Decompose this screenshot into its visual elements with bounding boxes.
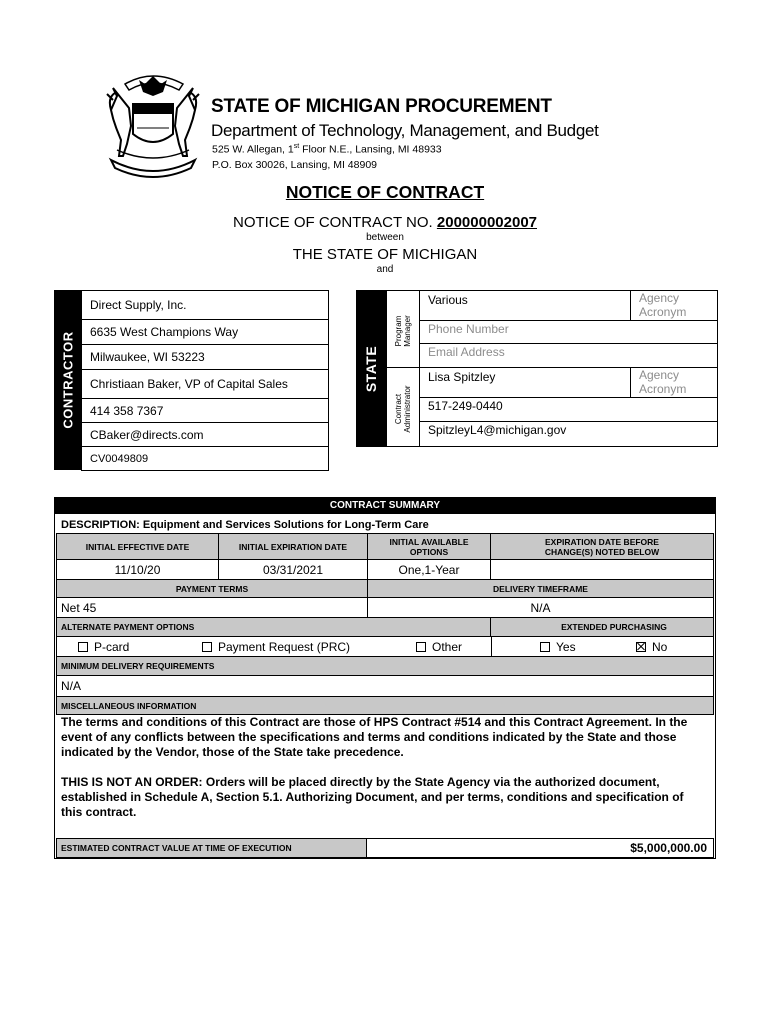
- contractor-name: Direct Supply, Inc.: [81, 290, 329, 320]
- contract-administrator-name: Lisa Spitzley: [419, 367, 631, 398]
- contractor-phone: 414 358 7367: [81, 398, 329, 423]
- contract-administrator-email: SpitzleyL4@michigan.gov: [419, 421, 718, 447]
- contractor-email: CBaker@directs.com: [81, 422, 329, 447]
- col-expiration-before-change: EXPIRATION DATE BEFORE CHANGE(S) NOTED BELOW: [490, 533, 714, 560]
- contract-number-line: NOTICE OF CONTRACT NO. 200000002007: [232, 214, 537, 231]
- delivery-timeframe: N/A: [367, 597, 714, 618]
- payment-options-row: [56, 636, 714, 657]
- col-initial-effective-date: INITIAL EFFECTIVE DATE: [56, 533, 219, 560]
- extended-purchasing-label: EXTENDED PURCHASING: [490, 617, 714, 637]
- misc-info-paragraph-1: The terms and conditions of this Contract are those of HPS Contract #514 and this Contract Agreement. In the event of any conflicts between the specifications and terms and conditions indicated by the State and those indicated by the Vendor, those of the State take precedence.: [61, 715, 688, 759]
- state-label-bar: [356, 290, 386, 447]
- address-line-1: 525 W. Allegan, 1st Floor N.E., Lansing, MI 48933: [212, 143, 442, 156]
- contractor-contact: Christiaan Baker, VP of Capital Sales: [81, 369, 329, 399]
- col-initial-available-options: INITIAL AVAILABLE OPTIONS: [367, 533, 491, 560]
- and-text: and: [376, 264, 394, 275]
- prc-checkbox[interactable]: [202, 642, 212, 652]
- state-role-divider: [386, 367, 420, 368]
- extended-purchasing-yes[interactable]: Yes: [540, 640, 576, 654]
- expiration-before-change: [490, 559, 714, 580]
- program-manager-name: Various: [419, 290, 631, 321]
- program-manager-email: Email Address: [419, 343, 718, 368]
- contractor-label: CONTRACTOR: [60, 331, 76, 429]
- options-divider: [491, 636, 492, 657]
- contract-administrator-phone: 517-249-0440: [419, 397, 718, 422]
- extended-purchasing-no[interactable]: No: [636, 640, 667, 654]
- contractor-street: 6635 West Champions Way: [81, 319, 329, 345]
- contract-administrator-agency: Agency Acronym: [630, 367, 718, 398]
- delivery-timeframe-label: DELIVERY TIMEFRAME: [367, 579, 714, 598]
- yes-checkbox[interactable]: [540, 642, 550, 652]
- state-role-labels: [386, 290, 420, 447]
- col-initial-expiration-date: INITIAL EXPIRATION DATE: [218, 533, 368, 560]
- payment-terms: Net 45: [56, 597, 368, 618]
- notice-heading: NOTICE OF CONTRACT: [285, 182, 485, 202]
- initial-available-options: One,1-Year: [367, 559, 491, 580]
- minimum-delivery: N/A: [56, 675, 714, 697]
- estimated-value-label: ESTIMATED CONTRACT VALUE AT TIME OF EXECUTION: [56, 838, 367, 858]
- misc-info-label: MISCELLANEOUS INFORMATION: [56, 696, 714, 715]
- agency-title: STATE OF MICHIGAN PROCUREMENT: [211, 96, 552, 117]
- contract-administrator-label: Contract Administrator: [394, 385, 412, 433]
- initial-expiration-date: 03/31/2021: [218, 559, 368, 580]
- payment-terms-label: PAYMENT TERMS: [56, 579, 368, 598]
- misc-info-paragraph-2: THIS IS NOT AN ORDER: Orders will be placed directly by the State Agency via the authorized document, established in Schedule A, Section 5.1. Authorizing Document, and per terms, conditions and specification of this contract.: [61, 775, 684, 819]
- contractor-label-bar: [54, 290, 82, 470]
- option-other[interactable]: Other: [416, 640, 462, 654]
- no-checkbox-checked[interactable]: [636, 642, 646, 652]
- pcard-checkbox[interactable]: [78, 642, 88, 652]
- seal-banner-text: TUEBOR: [136, 118, 162, 124]
- initial-effective-date: 11/10/20: [56, 559, 219, 580]
- contract-number: 200000002007: [436, 214, 537, 231]
- contract-summary-title: CONTRACT SUMMARY: [54, 497, 716, 514]
- contractor-vendor-id: CV0049809: [81, 446, 329, 471]
- address-line-2: P.O. Box 30026, Lansing, MI 48909: [212, 159, 378, 171]
- program-manager-label: Program Manager: [394, 315, 412, 347]
- program-manager-agency: Agency Acronym: [630, 290, 718, 321]
- estimated-value: $5,000,000.00: [366, 838, 714, 858]
- between-text: between: [366, 232, 404, 243]
- option-payment-request[interactable]: Payment Request (PRC): [202, 640, 350, 654]
- state-party: THE STATE OF MICHIGAN: [292, 246, 478, 263]
- minimum-delivery-label: MINIMUM DELIVERY REQUIREMENTS: [56, 656, 714, 676]
- program-manager-phone: Phone Number: [419, 320, 718, 344]
- option-pcard[interactable]: P-card: [78, 640, 129, 654]
- department-name: Department of Technology, Management, and Budget: [211, 121, 599, 140]
- alternate-payment-options-label: ALTERNATE PAYMENT OPTIONS: [56, 617, 491, 637]
- contract-description: DESCRIPTION: Equipment and Services Solutions for Long-Term Care: [61, 519, 429, 531]
- contractor-city: Milwaukee, WI 53223: [81, 344, 329, 370]
- other-checkbox[interactable]: [416, 642, 426, 652]
- state-label: STATE: [363, 345, 379, 392]
- state-seal-logo: [103, 70, 203, 182]
